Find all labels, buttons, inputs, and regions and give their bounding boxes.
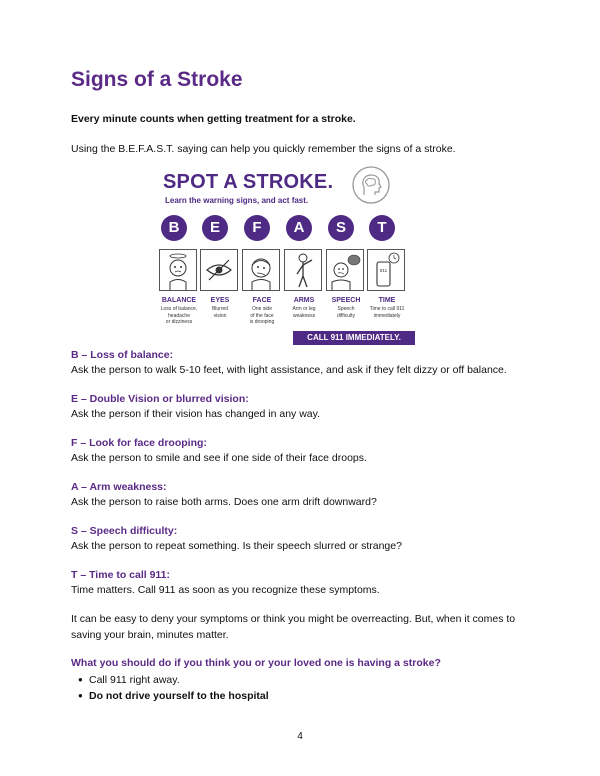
befast-letters: [161, 215, 397, 243]
phone-clock-icon: [368, 250, 404, 290]
speech-description: Speech difficulty: [337, 306, 355, 319]
label-time: [365, 297, 409, 319]
balance-description: Loss of balance, headache or dizziness: [160, 306, 198, 325]
drooping-face-icon: [243, 250, 279, 290]
section-time: [71, 569, 380, 596]
befast-infographic: [157, 163, 417, 347]
section-balance: [71, 349, 507, 376]
section-heading: B – Loss of balance:: [71, 349, 174, 361]
action-list: [78, 672, 269, 704]
section-heading: A – Arm weakness:: [71, 481, 167, 493]
closing-paragraph: It can be easy to deny your symptoms or think you might be overreacting. But, when it comes to saving your brain, minutes matter.: [71, 613, 516, 641]
section-face: [71, 437, 367, 464]
crossed-eye-icon: [201, 250, 237, 290]
section-arms: [71, 481, 377, 508]
face-description: One side of the face is drooping: [249, 306, 275, 325]
face-title: FACE: [252, 297, 272, 304]
section-body: Time matters. Call 911 as soon as you recognize these symptoms.: [71, 584, 380, 596]
call-911-banner: CALL 911 IMMEDIATELY.: [293, 331, 415, 345]
section-heading: F – Look for face drooping:: [71, 437, 207, 449]
symptom-illustrations: [159, 249, 399, 293]
intro-paragraph: Using the B.E.F.A.S.T. saying can help you quickly remember the signs of a stroke.: [71, 143, 456, 155]
letter-b: B: [161, 215, 187, 241]
label-face: [240, 297, 284, 326]
label-arms: [282, 297, 326, 319]
speech-bubble-icon: [327, 250, 363, 290]
eyes-description: Blurred vision: [211, 306, 229, 319]
section-speech: [71, 525, 402, 552]
letter-a: A: [286, 215, 312, 241]
time-illustration: [367, 249, 405, 291]
section-heading: T – Time to call 911:: [71, 569, 171, 581]
list-item-text: Do not drive yourself to the hospital: [89, 690, 269, 702]
label-balance: [157, 297, 201, 326]
section-body: Ask the person to smile and see if one side of their face droops.: [71, 452, 367, 464]
time-title: TIME: [378, 297, 396, 304]
bullet-icon: ●: [78, 691, 83, 700]
page-title: Signs of a Stroke: [71, 68, 243, 91]
time-description: Time to call 911 immediately: [369, 306, 405, 319]
dizzy-face-icon: [160, 250, 196, 290]
speech-illustration: [326, 249, 364, 291]
eyes-title: EYES: [210, 297, 230, 304]
section-body: Ask the person if their vision has changed in any way.: [71, 408, 321, 420]
list-item: [78, 672, 269, 688]
arm-weakness-icon: [285, 250, 321, 290]
section-body: Ask the person to walk 5-10 feet, with light assistance, and ask if they felt dizzy or off balance.: [71, 364, 507, 376]
section-body: Ask the person to repeat something. Is their speech slurred or strange?: [71, 540, 402, 552]
infographic-subheading: Learn the warning signs, and act fast.: [165, 196, 309, 205]
label-eyes: [198, 297, 242, 319]
section-heading: S – Speech difficulty:: [71, 525, 178, 537]
infographic-heading: SPOT A STROKE.: [163, 171, 334, 193]
arms-illustration: [284, 249, 322, 291]
section-eyes: [71, 393, 320, 420]
letter-s: S: [328, 215, 354, 241]
bullet-icon: ●: [78, 675, 83, 684]
phone-911-glyph: 911: [379, 268, 388, 273]
eyes-illustration: [200, 249, 238, 291]
list-item-text: Call 911 right away.: [89, 674, 180, 686]
arms-description: Arm or leg weakness: [292, 306, 316, 319]
section-body: Ask the person to raise both arms. Does one arm drift downward?: [71, 496, 377, 508]
letter-f: F: [244, 215, 270, 241]
page-number: 4: [297, 731, 303, 742]
letter-e: E: [202, 215, 228, 241]
letter-t: T: [369, 215, 395, 241]
arms-title: ARMS: [293, 297, 315, 304]
section-heading: E – Double Vision or blurred vision:: [71, 393, 249, 405]
balance-title: BALANCE: [161, 297, 197, 304]
speech-title: SPEECH: [331, 297, 361, 304]
face-illustration: [242, 249, 280, 291]
balance-illustration: [159, 249, 197, 291]
action-question: What you should do if you think you or your loved one is having a stroke?: [71, 657, 441, 669]
brain-head-icon: [351, 165, 391, 205]
list-item: [78, 688, 269, 704]
label-speech: [324, 297, 368, 319]
lead-statement: Every minute counts when getting treatment for a stroke.: [71, 113, 356, 125]
